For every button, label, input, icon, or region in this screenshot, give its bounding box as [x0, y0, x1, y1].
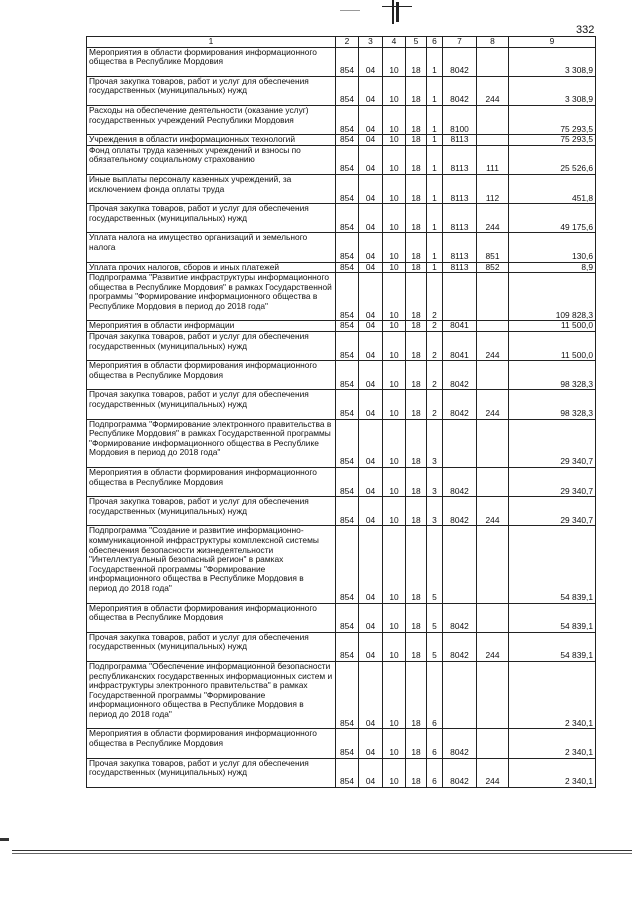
row-code-col6: 3 — [427, 497, 443, 526]
row-amount: 11 500,0 — [509, 321, 596, 332]
table-row — [87, 321, 596, 332]
row-code-col2: 854 — [336, 632, 359, 661]
row-code-col5: 18 — [406, 233, 427, 262]
row-amount: 11 500,0 — [509, 332, 596, 361]
budget-sheet — [86, 36, 595, 788]
row-description: Прочая закупка товаров, работ и услуг для обеспечения государственных (муниципальных) нужд — [87, 332, 336, 361]
row-code-col6: 5 — [427, 632, 443, 661]
row-code-col7: 8113 — [443, 174, 477, 203]
row-code-col6: 1 — [427, 233, 443, 262]
row-code-col2: 854 — [336, 145, 359, 174]
row-code-col2: 854 — [336, 135, 359, 146]
row-code-col2: 854 — [336, 361, 359, 390]
row-amount: 130,6 — [509, 233, 596, 262]
row-code-col4: 10 — [383, 497, 406, 526]
row-code-col3: 04 — [359, 321, 383, 332]
table-row — [87, 661, 596, 729]
row-description: Подпрограмма "Развитие инфраструктуры информационного общества в Республике Мордовия" в рамках Государственной программы "Формирование информационного общества в Республике Мордовия в период до 2018 года" — [87, 273, 336, 321]
row-code-col2: 854 — [336, 661, 359, 729]
row-code-col3: 04 — [359, 729, 383, 758]
table-row — [87, 262, 596, 273]
row-code-col2: 854 — [336, 233, 359, 262]
page-bottom-rule-shadow — [12, 853, 632, 854]
row-code-col6: 5 — [427, 603, 443, 632]
row-code-col3: 04 — [359, 603, 383, 632]
row-code-col3: 04 — [359, 758, 383, 787]
row-description: Прочая закупка товаров, работ и услуг для обеспечения государственных (муниципальных) нужд — [87, 204, 336, 233]
row-description: Иные выплаты персоналу казенных учреждений, за исключением фонда оплаты труда — [87, 174, 336, 203]
row-code-col8: 111 — [477, 145, 509, 174]
table-row — [87, 332, 596, 361]
row-code-col7: 8042 — [443, 497, 477, 526]
row-code-col8 — [477, 135, 509, 146]
row-code-col6: 1 — [427, 76, 443, 105]
page-number: 332 — [576, 24, 595, 36]
table-row — [87, 632, 596, 661]
table-row — [87, 76, 596, 105]
table-row — [87, 468, 596, 497]
row-amount: 29 340,7 — [509, 468, 596, 497]
row-code-col6: 1 — [427, 145, 443, 174]
row-code-col4: 10 — [383, 47, 406, 76]
row-description: Прочая закупка товаров, работ и услуг для обеспечения государственных (муниципальных) нужд — [87, 632, 336, 661]
row-code-col7: 8113 — [443, 233, 477, 262]
row-code-col8 — [477, 47, 509, 76]
row-amount: 2 340,1 — [509, 661, 596, 729]
row-code-col3: 04 — [359, 526, 383, 603]
row-code-col5: 18 — [406, 758, 427, 787]
row-description: Прочая закупка товаров, работ и услуг для обеспечения государственных (муниципальных) нужд — [87, 497, 336, 526]
row-code-col8 — [477, 526, 509, 603]
row-code-col5: 18 — [406, 204, 427, 233]
table-row — [87, 526, 596, 603]
header-cell: 3 — [359, 37, 383, 48]
header-cell: 4 — [383, 37, 406, 48]
row-amount: 29 340,7 — [509, 497, 596, 526]
row-code-col4: 10 — [383, 390, 406, 419]
row-description: Фонд оплаты труда казенных учреждений и взносы по обязательному социальному страхованию — [87, 145, 336, 174]
row-code-col2: 854 — [336, 603, 359, 632]
row-amount: 75 293,5 — [509, 105, 596, 134]
row-code-col7: 8042 — [443, 361, 477, 390]
row-code-col5: 18 — [406, 390, 427, 419]
header-cell: 2 — [336, 37, 359, 48]
row-code-col6: 6 — [427, 661, 443, 729]
row-code-col4: 10 — [383, 135, 406, 146]
row-description: Мероприятия в области формирования информационного общества в Республике Мордовия — [87, 603, 336, 632]
table-row — [87, 47, 596, 76]
row-description: Подпрограмма "Формирование электронного правительства в Республике Мордовия" в рамках Государственной программы "Формирование информационного общества в Республике Мордовия в период до 2018 года" — [87, 419, 336, 467]
budget-table — [86, 36, 596, 788]
row-code-col5: 18 — [406, 497, 427, 526]
row-code-col3: 04 — [359, 174, 383, 203]
row-description: Уплата налога на имущество организаций и земельного налога — [87, 233, 336, 262]
row-amount: 3 308,9 — [509, 47, 596, 76]
row-code-col6: 6 — [427, 729, 443, 758]
table-row — [87, 603, 596, 632]
row-code-col6: 3 — [427, 419, 443, 467]
row-code-col7: 8042 — [443, 758, 477, 787]
row-code-col7: 8041 — [443, 332, 477, 361]
row-code-col4: 10 — [383, 603, 406, 632]
row-code-col6: 2 — [427, 321, 443, 332]
row-code-col6: 1 — [427, 174, 443, 203]
header-cell: 8 — [477, 37, 509, 48]
row-code-col5: 18 — [406, 603, 427, 632]
table-row — [87, 390, 596, 419]
header-cell: 6 — [427, 37, 443, 48]
row-code-col2: 854 — [336, 204, 359, 233]
row-code-col7: 8042 — [443, 47, 477, 76]
row-description: Мероприятия в области формирования информационного общества в Республике Мордовия — [87, 468, 336, 497]
row-code-col8 — [477, 419, 509, 467]
row-amount: 98 328,3 — [509, 390, 596, 419]
row-code-col3: 04 — [359, 204, 383, 233]
row-code-col5: 18 — [406, 419, 427, 467]
row-code-col8 — [477, 661, 509, 729]
row-code-col7: 8113 — [443, 135, 477, 146]
row-code-col3: 04 — [359, 47, 383, 76]
row-amount: 49 175,6 — [509, 204, 596, 233]
table-row — [87, 419, 596, 467]
row-code-col8: 244 — [477, 758, 509, 787]
row-code-col2: 854 — [336, 468, 359, 497]
row-code-col3: 04 — [359, 76, 383, 105]
table-header-row — [87, 37, 596, 48]
row-code-col6: 3 — [427, 468, 443, 497]
row-description: Прочая закупка товаров, работ и услуг для обеспечения государственных (муниципальных) нужд — [87, 76, 336, 105]
row-code-col8 — [477, 361, 509, 390]
row-code-col2: 854 — [336, 262, 359, 273]
row-code-col6: 1 — [427, 135, 443, 146]
row-description: Уплата прочих налогов, сборов и иных платежей — [87, 262, 336, 273]
row-amount: 29 340,7 — [509, 419, 596, 467]
scan-edge-mark — [0, 838, 9, 841]
row-code-col5: 18 — [406, 174, 427, 203]
table-row — [87, 758, 596, 787]
row-code-col2: 854 — [336, 729, 359, 758]
row-code-col7: 8042 — [443, 632, 477, 661]
row-code-col6: 5 — [427, 526, 443, 603]
row-code-col2: 854 — [336, 174, 359, 203]
row-amount: 3 308,9 — [509, 76, 596, 105]
row-code-col4: 10 — [383, 361, 406, 390]
row-code-col4: 10 — [383, 204, 406, 233]
row-code-col3: 04 — [359, 390, 383, 419]
row-amount: 2 340,1 — [509, 758, 596, 787]
row-code-col8: 244 — [477, 204, 509, 233]
row-code-col8: 112 — [477, 174, 509, 203]
row-code-col6: 1 — [427, 204, 443, 233]
row-code-col3: 04 — [359, 361, 383, 390]
row-code-col5: 18 — [406, 468, 427, 497]
row-code-col5: 18 — [406, 76, 427, 105]
row-code-col6: 2 — [427, 332, 443, 361]
row-code-col4: 10 — [383, 262, 406, 273]
row-code-col3: 04 — [359, 262, 383, 273]
row-amount: 54 839,1 — [509, 603, 596, 632]
page-bottom-rule — [12, 850, 632, 851]
row-description: Прочая закупка товаров, работ и услуг для обеспечения государственных (муниципальных) нужд — [87, 758, 336, 787]
table-row — [87, 361, 596, 390]
row-code-col4: 10 — [383, 233, 406, 262]
row-code-col5: 18 — [406, 262, 427, 273]
row-code-col2: 854 — [336, 758, 359, 787]
row-code-col3: 04 — [359, 661, 383, 729]
row-code-col8 — [477, 603, 509, 632]
table-row — [87, 174, 596, 203]
row-code-col4: 10 — [383, 145, 406, 174]
row-code-col7: 8042 — [443, 468, 477, 497]
binding-mark — [340, 0, 410, 28]
row-code-col4: 10 — [383, 76, 406, 105]
row-code-col5: 18 — [406, 361, 427, 390]
row-code-col2: 854 — [336, 390, 359, 419]
row-code-col4: 10 — [383, 632, 406, 661]
row-code-col7: 8042 — [443, 76, 477, 105]
header-cell: 7 — [443, 37, 477, 48]
row-code-col4: 10 — [383, 332, 406, 361]
row-code-col8 — [477, 729, 509, 758]
row-code-col3: 04 — [359, 468, 383, 497]
table-row — [87, 204, 596, 233]
row-description: Подпрограмма "Создание и развитие информационно-коммуникационной инфраструктуры комплексной системы обеспечения безопасности жизнедеятельности "Интеллектуальный безопасный регион" в рамках Государственной программы "Формирование информационного общества в Республике Мордовия в период до 2018 года" — [87, 526, 336, 603]
row-code-col3: 04 — [359, 105, 383, 134]
row-code-col6: 1 — [427, 262, 443, 273]
row-description: Подпрограмма "Обеспечение информационной безопасности республиканских государственных информационных систем и инфраструктуры электронного правительства" в рамках Государственной программы "Формирование информационного общества в Республике Мордовия в период до 2018 года" — [87, 661, 336, 729]
row-code-col5: 18 — [406, 526, 427, 603]
row-code-col8 — [477, 321, 509, 332]
row-code-col3: 04 — [359, 632, 383, 661]
row-description: Учреждения в области информационных технологий — [87, 135, 336, 146]
table-row — [87, 105, 596, 134]
row-code-col7 — [443, 526, 477, 603]
header-cell: 1 — [87, 37, 336, 48]
row-code-col4: 10 — [383, 321, 406, 332]
row-code-col6: 2 — [427, 361, 443, 390]
row-code-col7: 8113 — [443, 262, 477, 273]
row-code-col7: 8042 — [443, 729, 477, 758]
row-code-col3: 04 — [359, 273, 383, 321]
row-code-col8: 244 — [477, 632, 509, 661]
row-code-col8: 244 — [477, 332, 509, 361]
row-code-col3: 04 — [359, 419, 383, 467]
row-code-col5: 18 — [406, 135, 427, 146]
row-code-col6: 6 — [427, 758, 443, 787]
row-code-col5: 18 — [406, 273, 427, 321]
row-description: Мероприятия в области информации — [87, 321, 336, 332]
row-code-col8: 244 — [477, 76, 509, 105]
row-code-col2: 854 — [336, 76, 359, 105]
row-code-col5: 18 — [406, 661, 427, 729]
row-code-col2: 854 — [336, 526, 359, 603]
table-row — [87, 273, 596, 321]
row-code-col8: 851 — [477, 233, 509, 262]
row-code-col5: 18 — [406, 632, 427, 661]
row-code-col2: 854 — [336, 105, 359, 134]
row-code-col3: 04 — [359, 145, 383, 174]
row-code-col8: 852 — [477, 262, 509, 273]
row-amount: 2 340,1 — [509, 729, 596, 758]
row-code-col4: 10 — [383, 273, 406, 321]
row-code-col6: 1 — [427, 105, 443, 134]
table-row — [87, 497, 596, 526]
row-amount: 98 328,3 — [509, 361, 596, 390]
row-code-col4: 10 — [383, 174, 406, 203]
row-code-col5: 18 — [406, 332, 427, 361]
row-code-col7: 8113 — [443, 145, 477, 174]
row-code-col5: 18 — [406, 321, 427, 332]
row-code-col6: 2 — [427, 273, 443, 321]
row-code-col7: 8042 — [443, 603, 477, 632]
header-cell: 9 — [509, 37, 596, 48]
row-code-col7: 8100 — [443, 105, 477, 134]
table-row — [87, 729, 596, 758]
row-amount: 451,8 — [509, 174, 596, 203]
row-amount: 8,9 — [509, 262, 596, 273]
table-row — [87, 145, 596, 174]
row-amount: 54 839,1 — [509, 632, 596, 661]
row-description: Мероприятия в области формирования информационного общества в Республике Мордовия — [87, 47, 336, 76]
row-code-col4: 10 — [383, 468, 406, 497]
row-description: Расходы на обеспечение деятельности (оказание услуг) государственных учреждений Республики Мордовия — [87, 105, 336, 134]
row-amount: 54 839,1 — [509, 526, 596, 603]
row-code-col8: 244 — [477, 497, 509, 526]
row-code-col8 — [477, 105, 509, 134]
row-code-col2: 854 — [336, 419, 359, 467]
row-code-col8: 244 — [477, 390, 509, 419]
row-code-col7: 8042 — [443, 390, 477, 419]
row-code-col3: 04 — [359, 497, 383, 526]
row-description: Мероприятия в области формирования информационного общества в Республике Мордовия — [87, 729, 336, 758]
row-amount: 75 293,5 — [509, 135, 596, 146]
row-code-col4: 10 — [383, 526, 406, 603]
row-code-col2: 854 — [336, 332, 359, 361]
row-amount: 25 526,6 — [509, 145, 596, 174]
row-code-col4: 10 — [383, 419, 406, 467]
row-description: Мероприятия в области формирования информационного общества в Республике Мордовия — [87, 361, 336, 390]
row-code-col3: 04 — [359, 233, 383, 262]
row-code-col6: 2 — [427, 390, 443, 419]
row-code-col5: 18 — [406, 47, 427, 76]
row-code-col4: 10 — [383, 661, 406, 729]
row-code-col2: 854 — [336, 497, 359, 526]
row-code-col4: 10 — [383, 729, 406, 758]
row-code-col2: 854 — [336, 321, 359, 332]
row-code-col7: 8113 — [443, 204, 477, 233]
row-code-col5: 18 — [406, 105, 427, 134]
row-code-col7 — [443, 661, 477, 729]
row-code-col3: 04 — [359, 332, 383, 361]
row-code-col8 — [477, 273, 509, 321]
header-cell: 5 — [406, 37, 427, 48]
row-code-col5: 18 — [406, 729, 427, 758]
row-code-col4: 10 — [383, 758, 406, 787]
row-code-col2: 854 — [336, 273, 359, 321]
row-code-col6: 1 — [427, 47, 443, 76]
row-code-col2: 854 — [336, 47, 359, 76]
row-code-col7 — [443, 273, 477, 321]
row-description: Прочая закупка товаров, работ и услуг для обеспечения государственных (муниципальных) нужд — [87, 390, 336, 419]
row-code-col7 — [443, 419, 477, 467]
row-code-col5: 18 — [406, 145, 427, 174]
table-row — [87, 233, 596, 262]
row-code-col4: 10 — [383, 105, 406, 134]
row-code-col7: 8041 — [443, 321, 477, 332]
row-amount: 109 828,3 — [509, 273, 596, 321]
row-code-col8 — [477, 468, 509, 497]
table-row — [87, 135, 596, 146]
row-code-col3: 04 — [359, 135, 383, 146]
